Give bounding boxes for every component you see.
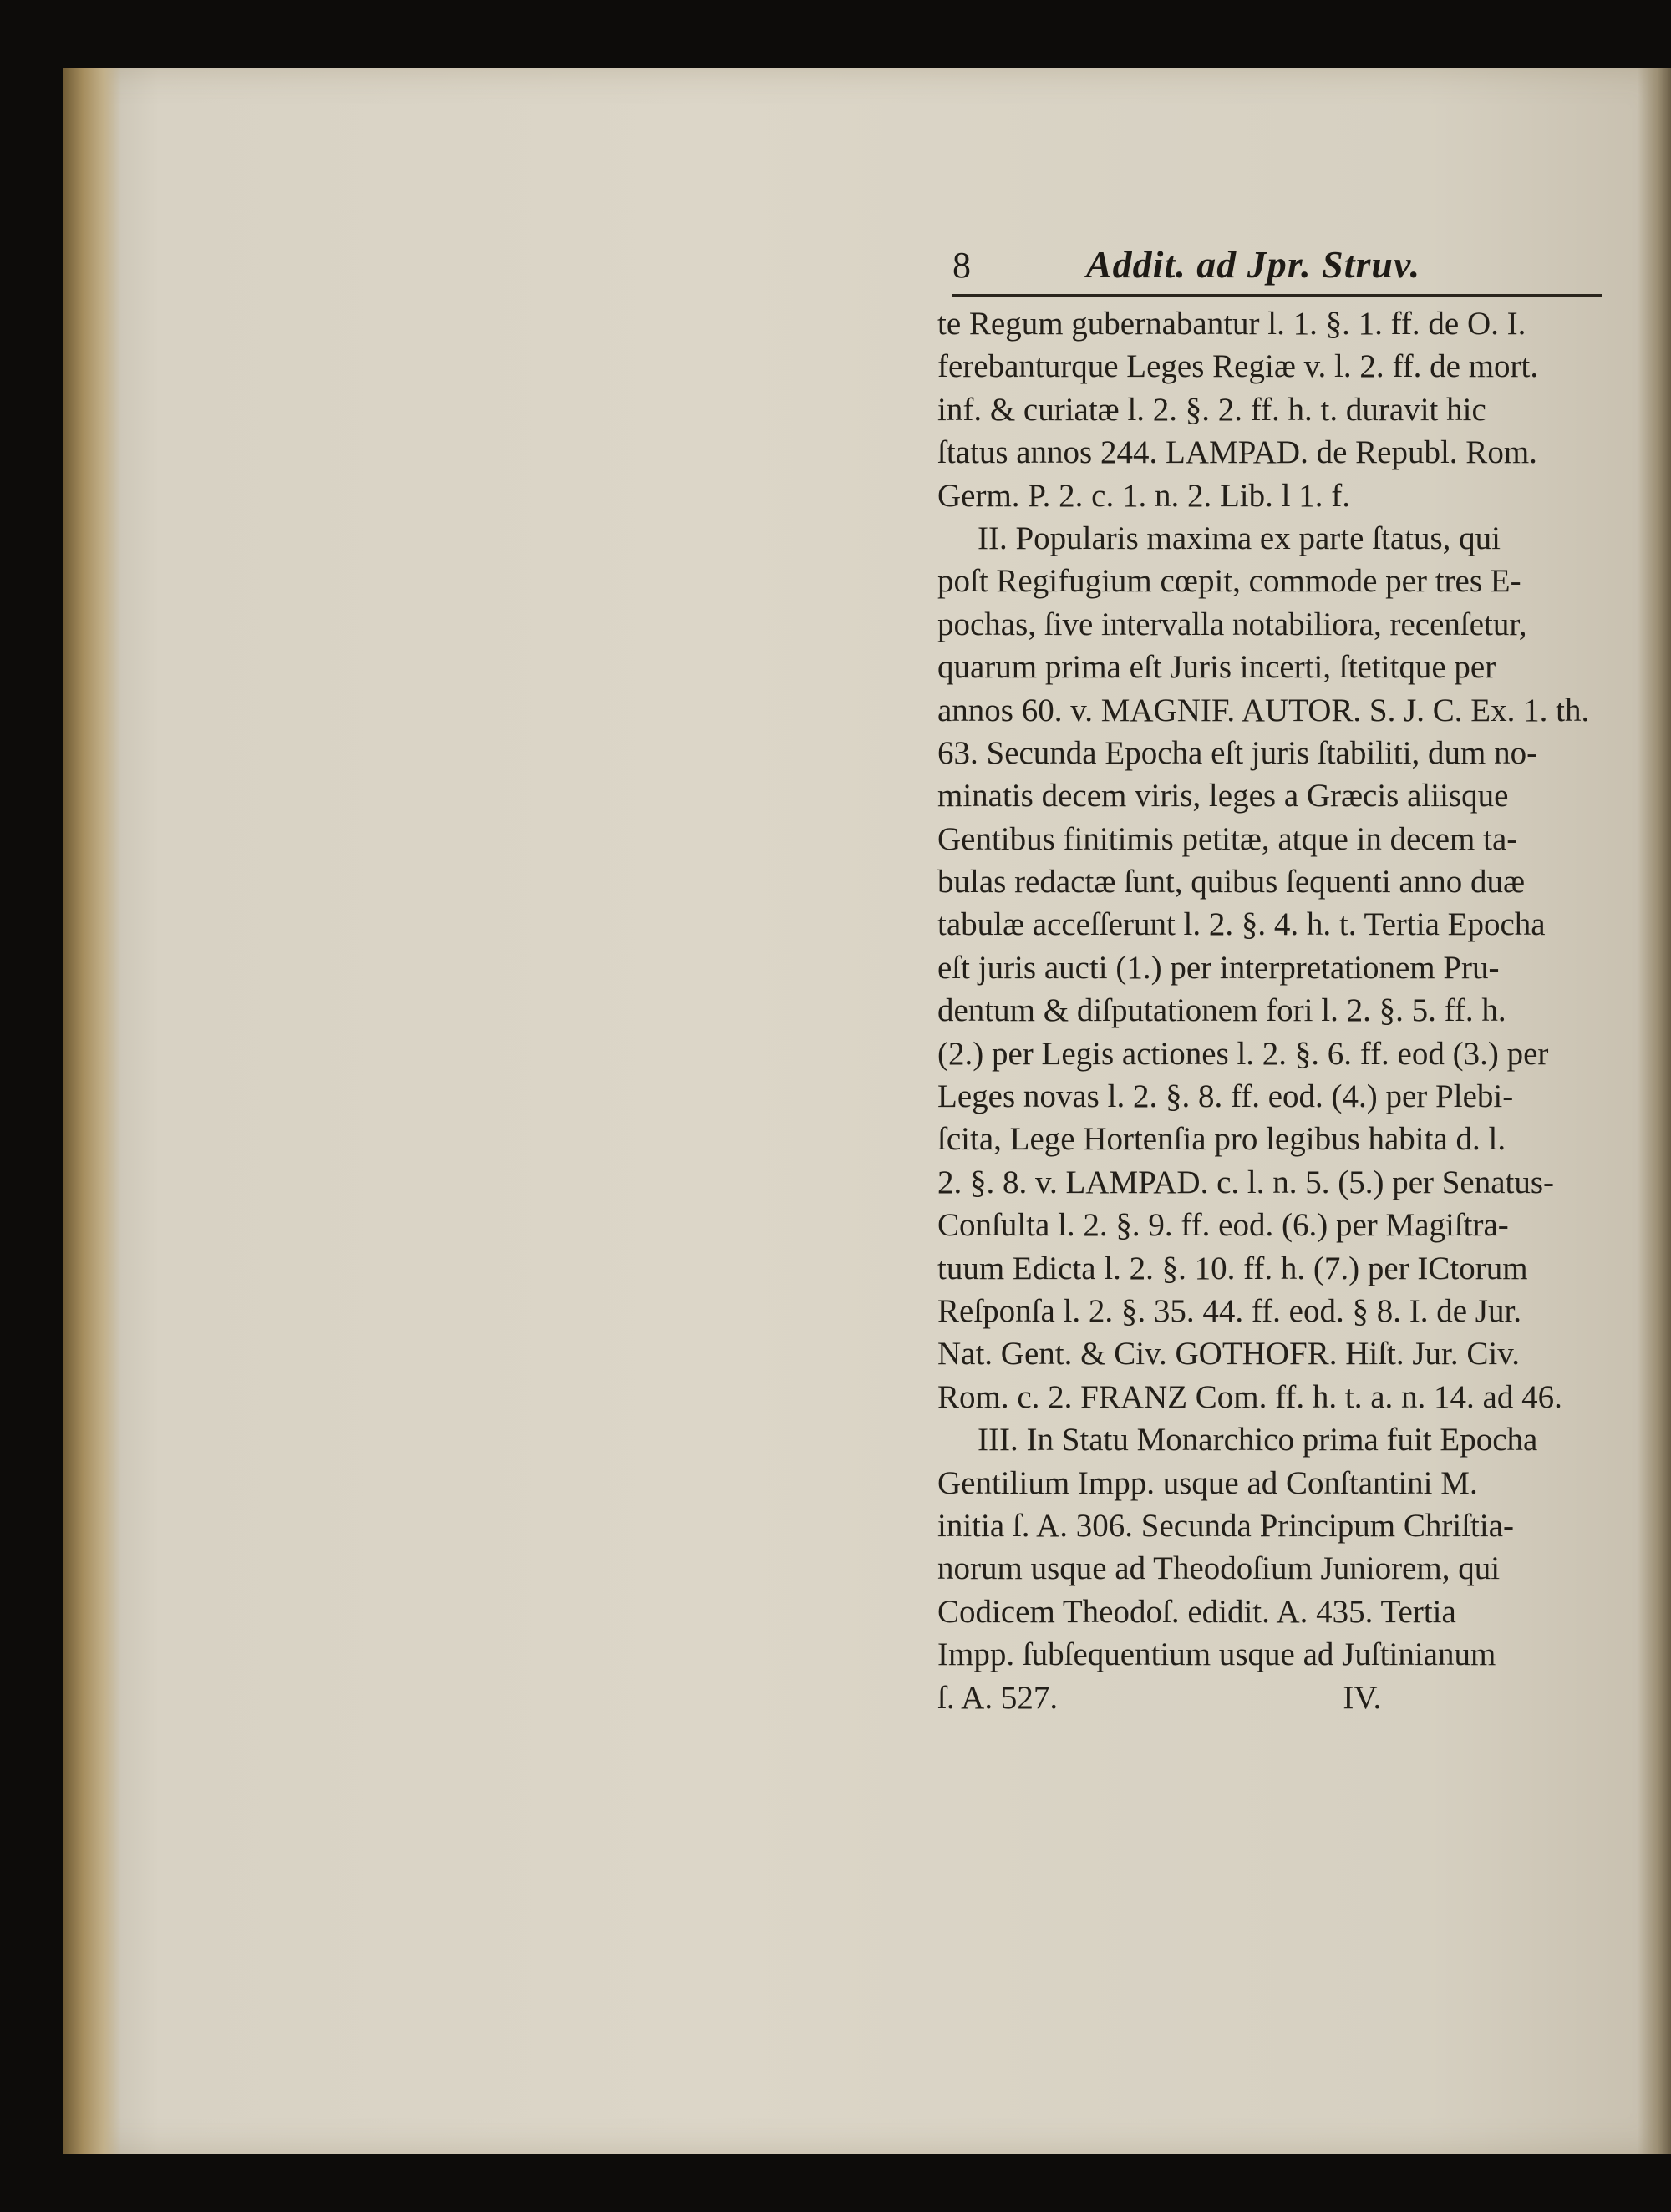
text-line: quarum prima eſt Juris incerti, ſtetitque per [937,649,1496,686]
text-line: II. Popularis maxima ex parte ſtatus, qui [978,520,1501,556]
text-line: te Regum gubernabantur l. 1. §. 1. ff. de O. I. [937,306,1526,342]
text-line: ferebanturque Leges Regiæ v. l. 2. ff. de mort. [937,348,1539,385]
text-line: ſ. A. 527. IV. [937,1679,1382,1716]
text-line: norum usque ad Theodoſium Juniorem, qui [937,1550,1501,1587]
text-line: Rom. c. 2. FRANZ Com. ff. h. t. a. n. 14. ad 46. [937,1378,1562,1415]
text-line: Gentibus finitimis petitæ, atque in decem ta- [937,820,1518,857]
text-line: annos 60. v. MAGNIF. AUTOR. S. J. C. Ex. 1. th. [937,692,1590,728]
header-rule [952,294,1602,297]
running-title: Addit. ad Jpr. Struv. [1086,243,1421,286]
text-line: (2.) per Legis actiones l. 2. §. 6. ff. eod (3.) per [937,1035,1549,1072]
text-line: III. In Statu Monarchico prima fuit Epocha [978,1422,1538,1459]
text-line: 2. §. 8. v. LAMPAD. c. l. n. 5. (5.) per Senatus- [937,1164,1555,1200]
text-line: minatis decem viris, leges a Græcis aliisque [937,778,1509,814]
page-right-edge [1638,68,1671,2154]
text-line: bulas redactæ ſunt, quibus ſequenti anno duæ [937,864,1525,901]
text-line: ſtatus annos 244. LAMPAD. de Republ. Rom. [937,434,1537,471]
text-line: 63. Secunda Epocha eſt juris ſtabiliti, dum no- [937,734,1538,771]
text-line: Reſponſa l. 2. §. 35. 44. ff. eod. § 8. I. de Jur. [937,1292,1522,1329]
text-line: Gentilium Impp. usque ad Conſtantini M. [937,1464,1478,1501]
text-line: dentum & diſputationem fori l. 2. §. 5. ff. h. [937,992,1506,1029]
text-line: Codicem Theodoſ. edidit. A. 435. Tertia [937,1593,1456,1630]
text-line: poſt Regifugium cœpit, commode per tres E- [937,563,1521,600]
text-line: tuum Edicta l. 2. §. 10. ff. h. (7.) per ICtorum [937,1250,1528,1286]
page-number: 8 [952,245,971,286]
text-line: tabulæ acceſſerunt l. 2. §. 4. h. t. Tertia Epocha [937,906,1546,943]
text-line: inf. & curiatæ l. 2. §. 2. ff. h. t. duravit hic [937,391,1486,428]
text-line: Impp. ſubſequentium usque ad Juſtinianum [937,1636,1496,1673]
text-line: initia ſ. A. 306. Secunda Principum Chriſtia- [937,1507,1515,1544]
page-binding-edge [63,68,121,2154]
body-text [937,302,1614,1719]
text-line: eſt juris aucti (1.) per interpretationem Pru- [937,949,1500,986]
text-line: Nat. Gent. & Civ. GOTHOFR. Hiſt. Jur. Civ. [937,1336,1520,1372]
text-line: ſcita, Lege Hortenſia pro legibus habita d. l. [937,1121,1506,1158]
page-header [952,239,1604,292]
text-line: Germ. P. 2. c. 1. n. 2. Lib. l 1. f. [937,477,1350,514]
text-line: Leges novas l. 2. §. 8. ff. eod. (4.) per Plebi- [937,1078,1514,1115]
text-line: pochas, ſive intervalla notabiliora, recenſetur, [937,606,1527,642]
text-line: Conſulta l. 2. §. 9. ff. eod. (6.) per Magiſtra- [937,1207,1509,1244]
